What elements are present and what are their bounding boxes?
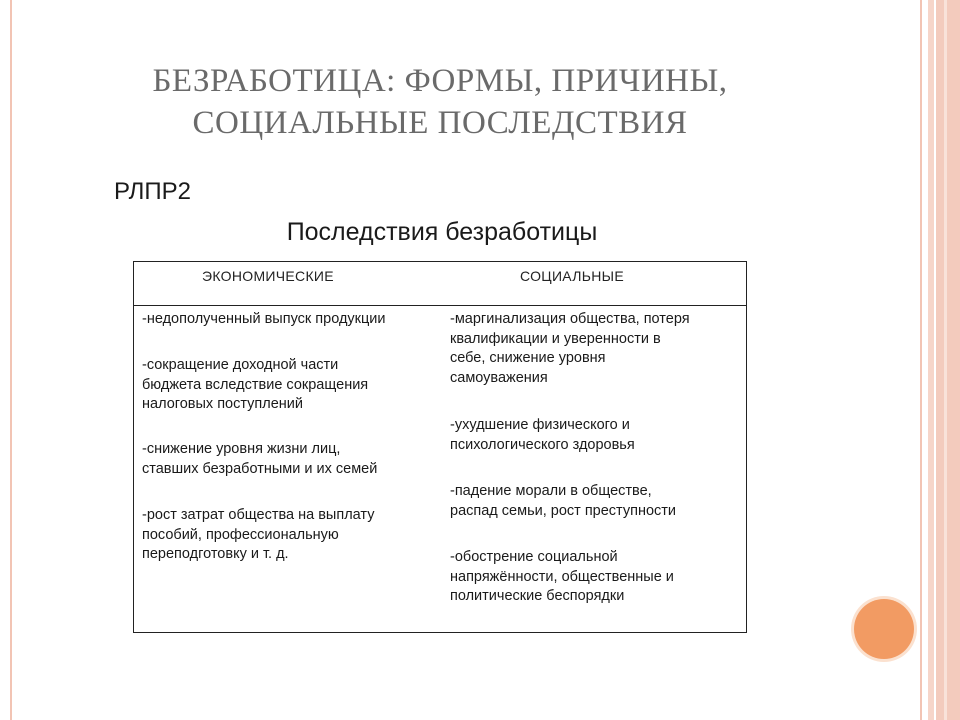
decorative-stripe [944,0,947,720]
social-item [450,310,742,388]
economic-item [142,310,442,330]
economic-item [142,506,442,565]
item-line: -рост затрат общества на выплату [142,507,375,523]
item-line: -ухудшение физического и [450,417,630,433]
item-line: распад семьи, рост преступности [450,502,677,519]
economic-item [142,356,442,415]
item-line: напряжённости, общественные и [450,568,674,585]
item-line: себе, снижение уровня [450,350,606,366]
slide-title-line-1: БЕЗРАБОТИЦА: ФОРМЫ, ПРИЧИНЫ, [152,63,728,99]
social-item [450,416,742,455]
slide-title [60,60,820,144]
item-line: политические беспорядки [450,588,625,604]
item-line: налоговых поступлений [142,396,304,412]
item-line: -снижение уровня жизни лиц, [142,441,341,457]
social-item [450,548,742,607]
slide-code: РЛПР2 [114,178,192,205]
slide-title-line-2: СОЦИАЛЬНЫЕ ПОСЛЕДСТВИЯ [192,105,688,141]
item-line: -обострение социальной [450,549,618,565]
header-social: СОЦИАЛЬНЫЕ [520,268,624,284]
orange-circle-decoration [854,599,914,659]
item-line: пособий, профессиональную [142,526,339,543]
table-header [134,262,746,306]
decorative-stripe [928,0,934,720]
decorative-stripe [936,0,960,720]
item-line: ставших безработными и их семей [142,460,378,477]
item-line: психологического здоровья [450,436,635,453]
consequences-table [133,261,747,633]
table-title: Последствия безработицы [286,218,598,246]
item-line: бюджета вследствие сокращения [142,376,369,393]
item-line: самоуважения [450,369,548,386]
item-line: -недополученный выпуск продукции [142,311,386,327]
economic-item [142,440,442,479]
item-line: -сокращение доходной части [142,357,339,373]
header-economic: ЭКОНОМИЧЕСКИЕ [202,268,334,284]
social-item [450,482,742,521]
item-line: квалификации и уверенности в [450,330,661,347]
item-line: -падение морали в обществе, [450,483,652,499]
item-line: -маргинализация общества, потеря [450,311,690,327]
item-line: переподготовку и т. д. [142,546,289,562]
